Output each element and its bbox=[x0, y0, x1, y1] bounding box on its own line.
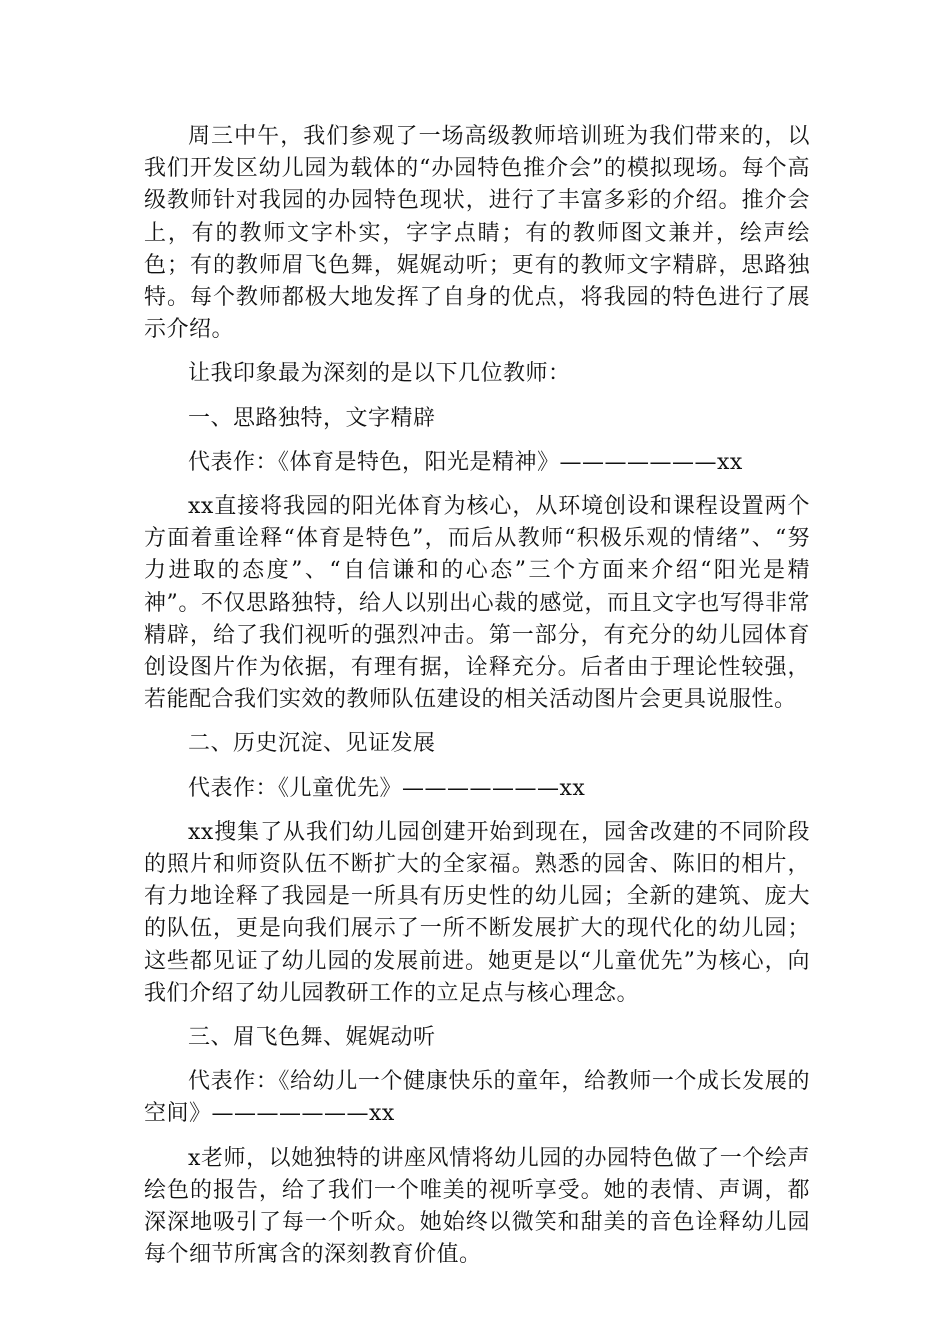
section-heading-3: 三、眉飞色舞、娓娓动听 bbox=[188, 1025, 436, 1051]
paragraph-section-1: xx直接将我园的阳光体育为核心，从环境创设和课程设置两个方面着重诠释“体育是特色”，而后从教师“积极乐观的情绪”、“努力进取的态度”、“自信谦和的心态”三个方面来介绍“阳光是精神”。不仅思路独特，给人以别出心裁的感觉，而且文字也写得非常精辟，给了我们视听的强烈冲击。第一部分，有充分的幼儿园体育创设图片作为依据，有理有据，诠释充分。后者由于理论性较强，若能配合我们实效的教师队伍建设的相关活动图片会更具说服性。 bbox=[144, 494, 810, 713]
representative-work-1: 代表作：《体育是特色，阳光是精神》———————xx bbox=[188, 449, 743, 475]
section-heading-1: 一、思路独特，文字精辟 bbox=[188, 405, 436, 431]
section-heading-2: 二、历史沉淀、见证发展 bbox=[188, 731, 436, 757]
document-body bbox=[144, 121, 810, 1284]
paragraph-section-2: xx搜集了从我们幼儿园创建开始到现在，园舍改建的不同阶段的照片和师资队伍不断扩大的全家福。熟悉的园舍、陈旧的相片，有力地诠释了我园是一所具有历史性的幼儿园；全新的建筑、庞大的队伍，更是向我们展示了一所不断发展扩大的现代化的幼儿园；这些都见证了幼儿园的发展前进。她更是以“儿童优先”为核心，向我们介绍了幼儿园教研工作的立足点与核心理念。 bbox=[144, 819, 810, 1006]
paragraph-section-3: x老师，以她独特的讲座风情将幼儿园的办园特色做了一个绘声绘色的报告，给了我们一个唯美的视听享受。她的表情、声调，都深深地吸引了每一个听众。她始终以微笑和甜美的音色诠释幼儿园每个细节所寓含的深刻教育价值。 bbox=[144, 1145, 810, 1268]
representative-work-3: 代表作：《给幼儿一个健康快乐的童年，给教师一个成长发展的空间》———————xx bbox=[144, 1069, 810, 1127]
representative-work-2: 代表作：《儿童优先》———————xx bbox=[188, 775, 586, 801]
paragraph-intro: 周三中午，我们参观了一场高级教师培训班为我们带来的，以我们开发区幼儿园为载体的“办园特色推介会”的模拟现场。每个高级教师针对我园的办园特色现状，进行了丰富多彩的介绍。推介会上，有的教师文字朴实，字字点睛；有的教师图文兼并，绘声绘色；有的教师眉飞色舞，娓娓动听；更有的教师文字精辟，思路独特。每个教师都极大地发挥了自身的优点，将我园的特色进行了展示介绍。 bbox=[144, 124, 810, 343]
paragraph-lead: 让我印象最为深刻的是以下几位教师： bbox=[188, 361, 571, 387]
